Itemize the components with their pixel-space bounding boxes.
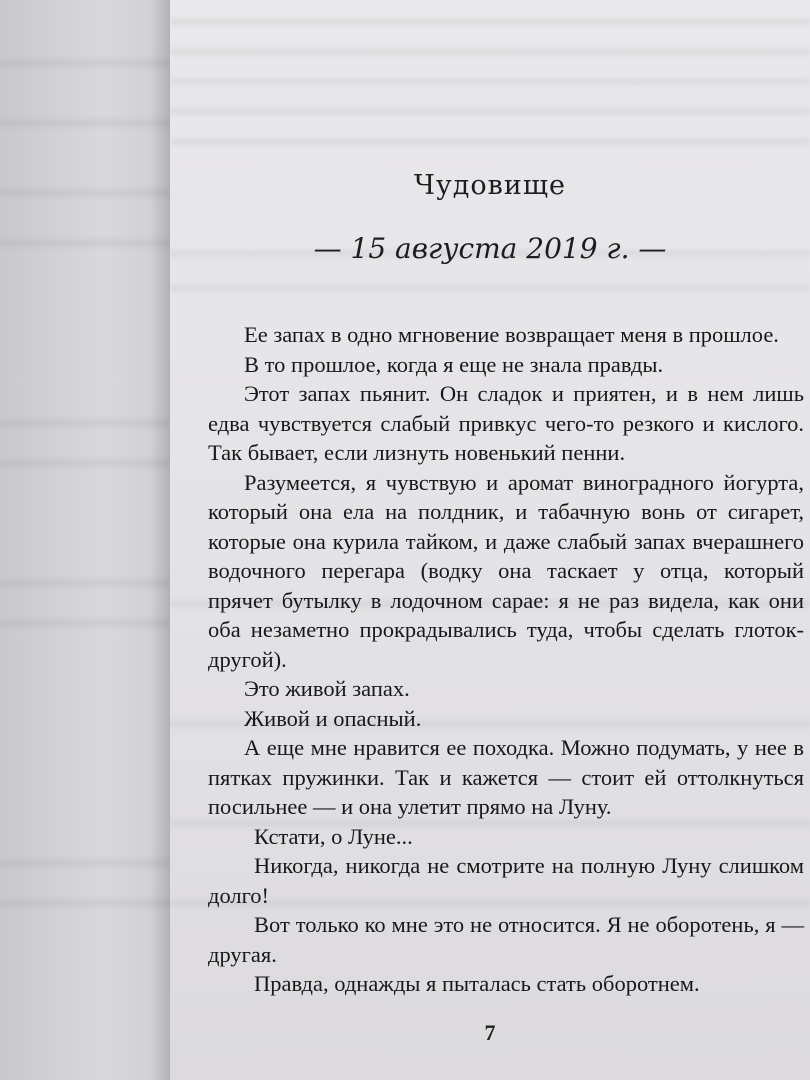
- paragraph: Этот запах пьянит. Он сладок и приятен, и в нем лишь едва чувствуется слабый привкус чего-то резкого и кислого. Так бывает, если лизнуть новенький пенни.: [208, 381, 804, 465]
- paragraph: Разумеется, я чувствую и аромат виноградного йогурта, который она ела на полдник, и табачную вонь от сигарет, которые она курила тайком, и даже слабый запах вчерашнего водочного перегара (водку она таскает у отца, который прячет бутылку в лодочном сарае: я не раз видела, как они оба незаметно прокрадывались туда, чтобы сделать глоток-другой).: [208, 469, 804, 672]
- paragraph: Это живой запах.: [244, 676, 410, 701]
- book-page: [170, 0, 810, 1080]
- paragraph: Вот только ко мне это не относится. Я не оборотень, я — другая.: [208, 912, 804, 967]
- page-number: 7: [484, 1020, 496, 1045]
- paragraph: Никогда, никогда не смотрите на полную Луну слишком долго!: [208, 853, 804, 908]
- facing-page-left: [0, 0, 175, 1080]
- paragraph: Правда, однажды я пыталась стать оборотнем.: [254, 971, 700, 996]
- chapter-title: Чудовище: [414, 170, 566, 201]
- paragraph: Живой и опасный.: [244, 705, 422, 731]
- paragraph: Кстати, о Луне...: [254, 823, 413, 849]
- paragraph: Ее запах в одно мгновение возвращает меня в прошлое.: [244, 322, 779, 347]
- paragraph: А еще мне нравится ее походка. Можно подумать, у нее в пятках пружинки. Так и кажется — стоит ей оттолкнуться посильнее — и она улетит прямо на Луну.: [208, 735, 804, 819]
- chapter-body: [208, 320, 804, 999]
- paragraph: В то прошлое, когда я еще не знала правды.: [244, 351, 664, 377]
- chapter-date: — 15 августа 2019 г. —: [313, 232, 667, 265]
